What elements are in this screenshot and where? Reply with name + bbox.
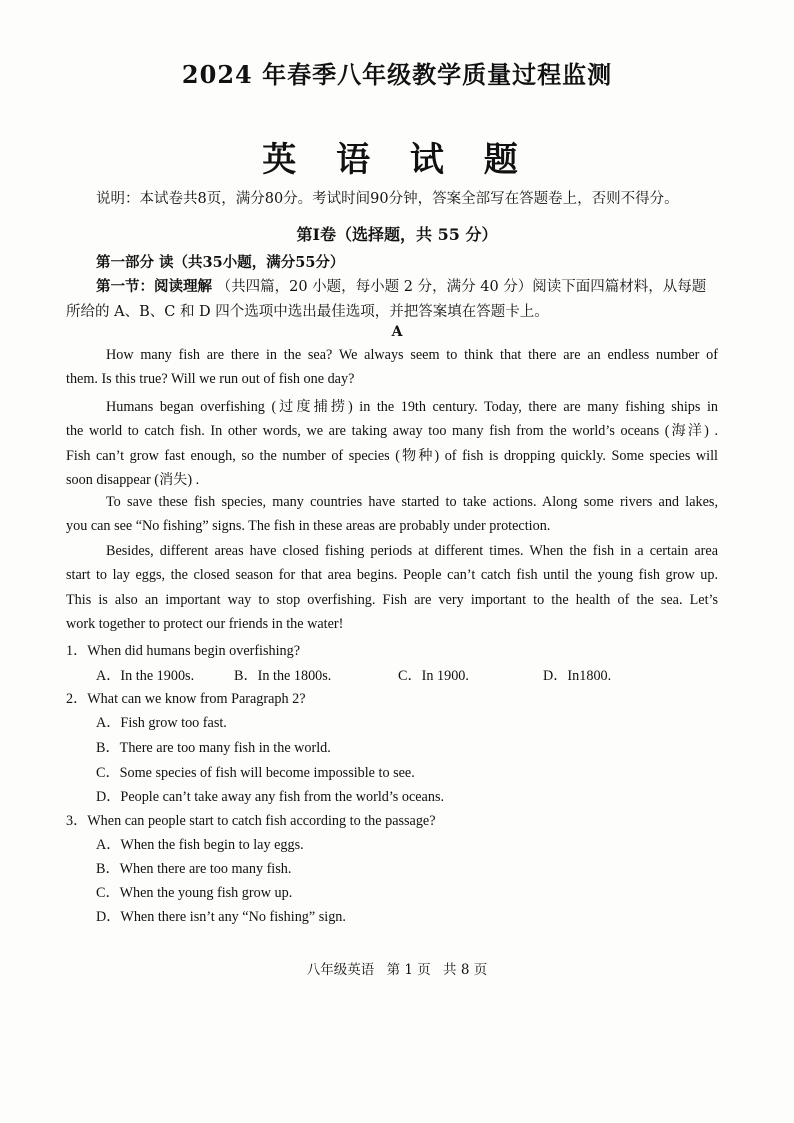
question-option: C．When the young fish grow up. xyxy=(96,885,293,901)
question-option: D．People can’t take away any fish from the world’s oceans. xyxy=(96,789,445,805)
footer-total-pages: 共 8 页 xyxy=(443,962,488,978)
passage-line: To save these fish species, many countries have started to take actions. Along some rivers and lakes, xyxy=(106,494,718,510)
passage-line: soon disappear (消失) . xyxy=(66,472,200,488)
question-option: B．There are too many fish in the world. xyxy=(96,740,331,756)
footer-subject: 八年级英语 xyxy=(306,962,375,978)
passage-line: the world to catch fish. In other words, we are taking away too many fish from the world’s oceans (海洋) . xyxy=(66,423,718,439)
passage-line: How many fish are there in the sea? We always seem to think that there are an endless number of xyxy=(106,347,718,363)
question-stem: 2．What can we know from Paragraph 2? xyxy=(66,691,306,707)
question-option: A．In the 1900s. xyxy=(96,668,195,684)
question-option: A．Fish grow too fast. xyxy=(96,715,227,731)
exam-instructions: 说明：本试卷共8页，满分80分。考试时间90分钟，答案全部写在答题卷上，否则不得分。 xyxy=(96,191,679,207)
question-option: C．Some species of fish will become impossible to see. xyxy=(96,765,415,781)
section-heading: 第一部分 读（共35小题，满分55分） xyxy=(96,254,345,271)
page-footer xyxy=(0,958,794,978)
passage-line: Humans began overfishing (过度捕捞) in the 19th century. Today, there are many fishing ships in xyxy=(106,399,718,415)
subheading-label: 第一节：阅读理解 xyxy=(96,278,212,295)
section-subheading-line-1 xyxy=(96,275,706,296)
part-title: 第Ⅰ卷（选择题，共 55 分） xyxy=(296,225,498,244)
passage-line: Fish can’t grow fast enough, so the number of species (物种) of fish is dropping quickly. Some species will xyxy=(66,448,718,464)
passage-line: Besides, different areas have closed fishing periods at different times. When the fish in a certain area xyxy=(106,543,718,559)
question-option: A．When the fish begin to lay eggs. xyxy=(96,837,304,853)
passage-line: you can see “No fishing” signs. The fish in these areas are probably under protection. xyxy=(66,518,551,534)
passage-line: them. Is this true? Will we run out of fish one day? xyxy=(66,371,355,387)
subject-title: 英 语 试 题 xyxy=(262,140,532,180)
exam-title: 2024 年春季八年级教学质量过程监测 xyxy=(181,60,613,89)
question-option: B．In the 1800s. xyxy=(234,668,332,684)
subheading-text: （共四篇，20 小题，每小题 2 分，满分 40 分）阅读下面四篇材料，从每题 xyxy=(216,279,707,295)
passage-line: start to lay eggs, the closed season for that area begins. People can’t catch fish until the young fish grow up. xyxy=(66,567,718,583)
footer-page-number: 第 1 页 xyxy=(386,962,431,978)
question-option: B．When there are too many fish. xyxy=(96,861,292,877)
section-subheading-line-2: 所给的 A、B、C 和 D 四个选项中选出最佳选项，并把答案填在答题卡上。 xyxy=(66,304,549,320)
question-stem: 3．When can people start to catch fish according to the passage? xyxy=(66,813,436,829)
question-option: C．In 1900. xyxy=(398,668,469,684)
passage-line: work together to protect our friends in the water! xyxy=(66,616,344,632)
question-option: D．In1800. xyxy=(543,668,612,684)
question-option: D．When there isn’t any “No fishing” sign. xyxy=(96,909,346,925)
passage-line: This is also an important way to stop overfishing. Fish are very important to the health of the sea. Let’s xyxy=(66,592,718,608)
question-stem: 1．When did humans begin overfishing? xyxy=(66,643,301,659)
passage-label: A xyxy=(391,324,403,340)
